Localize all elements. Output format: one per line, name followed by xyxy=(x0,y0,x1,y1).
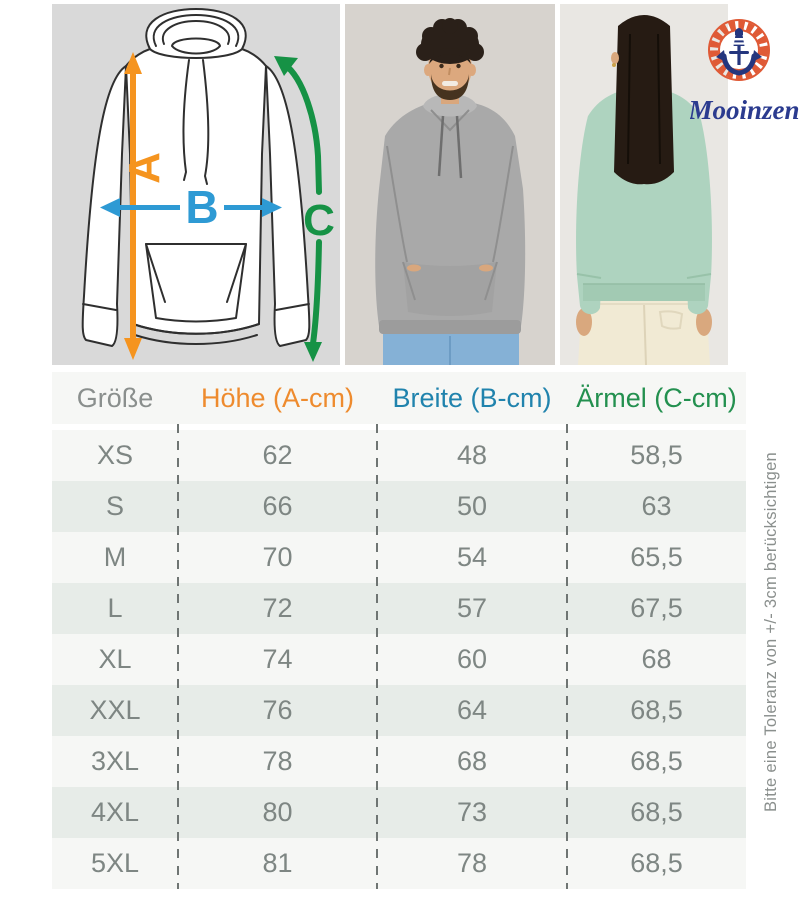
table-row xyxy=(52,736,746,787)
anchor-rope-logo xyxy=(690,6,800,134)
cell-aermel: 67,5 xyxy=(630,593,683,623)
cell-hoehe: 66 xyxy=(262,491,293,521)
table-row xyxy=(52,685,746,736)
table-row xyxy=(52,787,746,838)
cell-hoehe: 81 xyxy=(262,848,293,878)
header-hoehe: Höhe (A-cm) xyxy=(200,382,355,413)
cell-size: 4XL xyxy=(90,797,140,827)
cell-aermel: 63 xyxy=(641,491,672,521)
cell-breite: 73 xyxy=(456,797,488,827)
cell-size: XL xyxy=(98,644,132,674)
measure-c-label: C xyxy=(303,196,335,245)
cell-hoehe: 80 xyxy=(262,797,293,827)
cell-size: XXL xyxy=(89,695,141,725)
table-row xyxy=(52,481,746,532)
cell-hoehe: 70 xyxy=(262,542,293,572)
cell-hoehe: 72 xyxy=(262,593,293,623)
measure-b-label: B xyxy=(185,181,219,233)
table-row xyxy=(52,583,746,634)
cell-aermel: 65,5 xyxy=(630,542,683,572)
table-row xyxy=(52,634,746,685)
cell-size: M xyxy=(103,542,127,572)
cell-hoehe: 62 xyxy=(262,440,293,470)
cell-aermel: 68,5 xyxy=(630,797,683,827)
cell-size: 3XL xyxy=(90,746,140,776)
tolerance-note: Bitte eine Toleranz von +/- 3cm berücksichtigen xyxy=(762,451,780,812)
cell-breite: 54 xyxy=(456,542,488,572)
header-groesse: Größe xyxy=(76,382,154,413)
hoodie-line-art xyxy=(52,4,340,365)
cell-aermel: 68,5 xyxy=(630,848,683,878)
brand-logo-text: Mooinzen xyxy=(690,95,800,125)
cell-aermel: 68,5 xyxy=(630,695,683,725)
size-table-header xyxy=(52,372,746,424)
column-divider xyxy=(376,424,378,889)
column-divider xyxy=(177,424,179,889)
cell-size: L xyxy=(107,593,123,623)
table-row xyxy=(52,532,746,583)
size-table-body xyxy=(52,430,746,889)
cell-aermel: 68 xyxy=(641,644,672,674)
header-breite: Breite (B-cm) xyxy=(392,382,552,413)
cell-breite: 78 xyxy=(456,848,488,878)
man-grey-hoodie-illustration xyxy=(345,4,555,365)
cell-size: XS xyxy=(96,440,134,470)
measure-a-label: A xyxy=(120,152,169,184)
brand-logo xyxy=(690,6,800,134)
cell-hoehe: 76 xyxy=(262,695,293,725)
cell-breite: 60 xyxy=(456,644,488,674)
size-table xyxy=(52,372,746,889)
cell-breite: 57 xyxy=(456,593,488,623)
table-row xyxy=(52,430,746,481)
cell-size: S xyxy=(105,491,124,521)
cell-breite: 48 xyxy=(456,440,488,470)
cell-hoehe: 78 xyxy=(262,746,293,776)
cell-size: 5XL xyxy=(90,848,140,878)
cell-hoehe: 74 xyxy=(262,644,293,674)
column-divider xyxy=(566,424,568,889)
cell-aermel: 58,5 xyxy=(630,440,683,470)
cell-breite: 50 xyxy=(456,491,488,521)
header-aermel: Ärmel (C-cm) xyxy=(576,382,737,413)
cell-aermel: 68,5 xyxy=(630,746,683,776)
table-row xyxy=(52,838,746,889)
cell-breite: 64 xyxy=(456,695,488,725)
cell-breite: 68 xyxy=(456,746,488,776)
hoodie-measurement-diagram xyxy=(52,4,340,365)
model-photo-man-front xyxy=(345,4,555,365)
